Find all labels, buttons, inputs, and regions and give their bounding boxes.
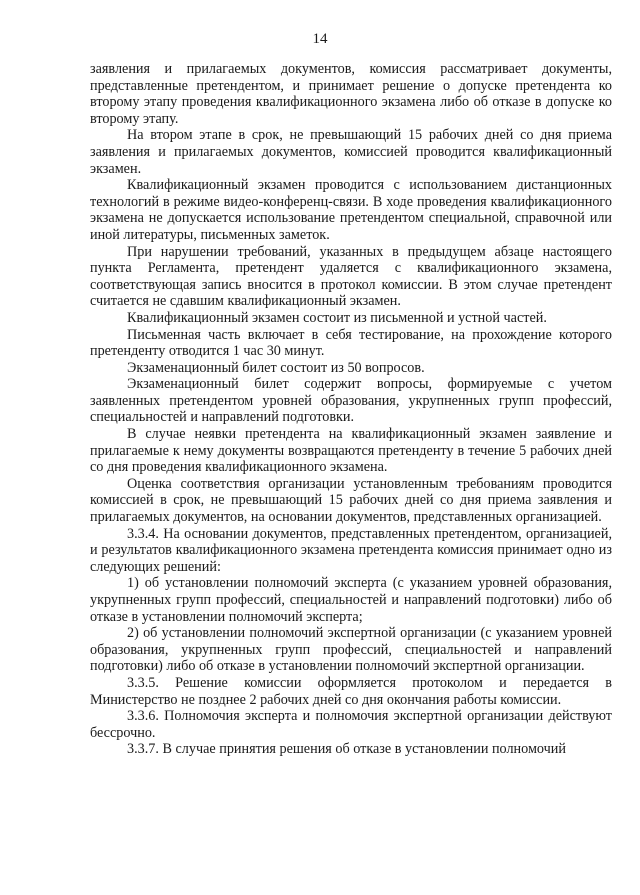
paragraph-10: Оценка соответствия организации установленным требованиям проводится комиссией в срок, не превышающий 15 рабочих дней со дня приема заявления и прилагаемых документов, на основании документов, представленных организацией. <box>90 475 612 526</box>
paragraph-2: На втором этапе в срок, не превышающий 15 рабочих дней со дня приема заявления и прилагаемых документов, комиссией проводится квалификационный экзамен. <box>90 127 612 177</box>
paragraph-11: 3.3.4. На основании документов, представленных претендентом, организацией, и результатов квалификационного экзамена претендента комиссия принимает одно из следующих решений: <box>90 525 612 575</box>
paragraph-13: 2) об установлении полномочий экспертной организации (с указанием уровней образования, укрупненных групп профессий, специальностей и направлений подготовки) либо об отказе в установлении полномочий экспертной организации. <box>90 625 612 675</box>
paragraph-6: Письменная часть включает в себя тестирование, на прохождение которого претенденту отводится 1 час 30 минут. <box>90 326 612 360</box>
paragraph-8: Экзаменационный билет содержит вопросы, формируемые с учетом заявленных претендентом уровней образования, укрупненных групп профессий, специальностей и направлений подготовки. <box>90 376 612 426</box>
paragraph-9: В случае неявки претендента на квалификационный экзамен заявление и прилагаемые к нему документы возвращаются претенденту в течение 5 рабочих дней со дня проведения квалификационного экзамена. <box>90 426 612 476</box>
page-number: 14 <box>312 31 328 47</box>
paragraph-4: При нарушении требований, указанных в предыдущем абзаце настоящего пункта Регламента, претендент удаляется с квалификационного экзамена, соответствующая запись вносится в протокол комиссии. В этом случае претендент считается не сдавшим квалификационный экзамен. <box>90 243 612 310</box>
paragraph-1: заявления и прилагаемых документов, комиссия рассматривает документы, представленные претендентом, и принимает решение о допуске претендента ко второму этапу проведения квалификационного экзамена либо об отказе в допуске ко второму этапу. <box>90 61 612 127</box>
paragraph-16: 3.3.7. В случае принятия решения об отказе в установлении полномочий <box>127 741 566 758</box>
document-body <box>90 61 612 758</box>
paragraph-3: Квалификационный экзамен проводится с использованием дистанционных технологий в режиме видео-конференц-связи. В ходе проведения квалификационного экзамена не допускается использование претендентом специальной, справочной или иной литературы, письменных заметок. <box>90 177 612 243</box>
paragraph-12: 1) об установлении полномочий эксперта (с указанием уровней образования, укрупненных групп профессий, специальностей и направлений подготовки) либо об отказе в установлении полномочий эксперта; <box>90 575 612 625</box>
paragraph-5: Квалификационный экзамен состоит из письменной и устной частей. <box>127 309 547 326</box>
paragraph-15: 3.3.6. Полномочия эксперта и полномочия экспертной организации действуют бессрочно. <box>90 708 612 741</box>
paragraph-7: Экзаменационный билет состоит из 50 вопросов. <box>127 359 425 376</box>
paragraph-14: 3.3.5. Решение комиссии оформляется протоколом и передается в Министерство не позднее 2 рабочих дней со дня окончания работы комиссии. <box>90 674 612 708</box>
